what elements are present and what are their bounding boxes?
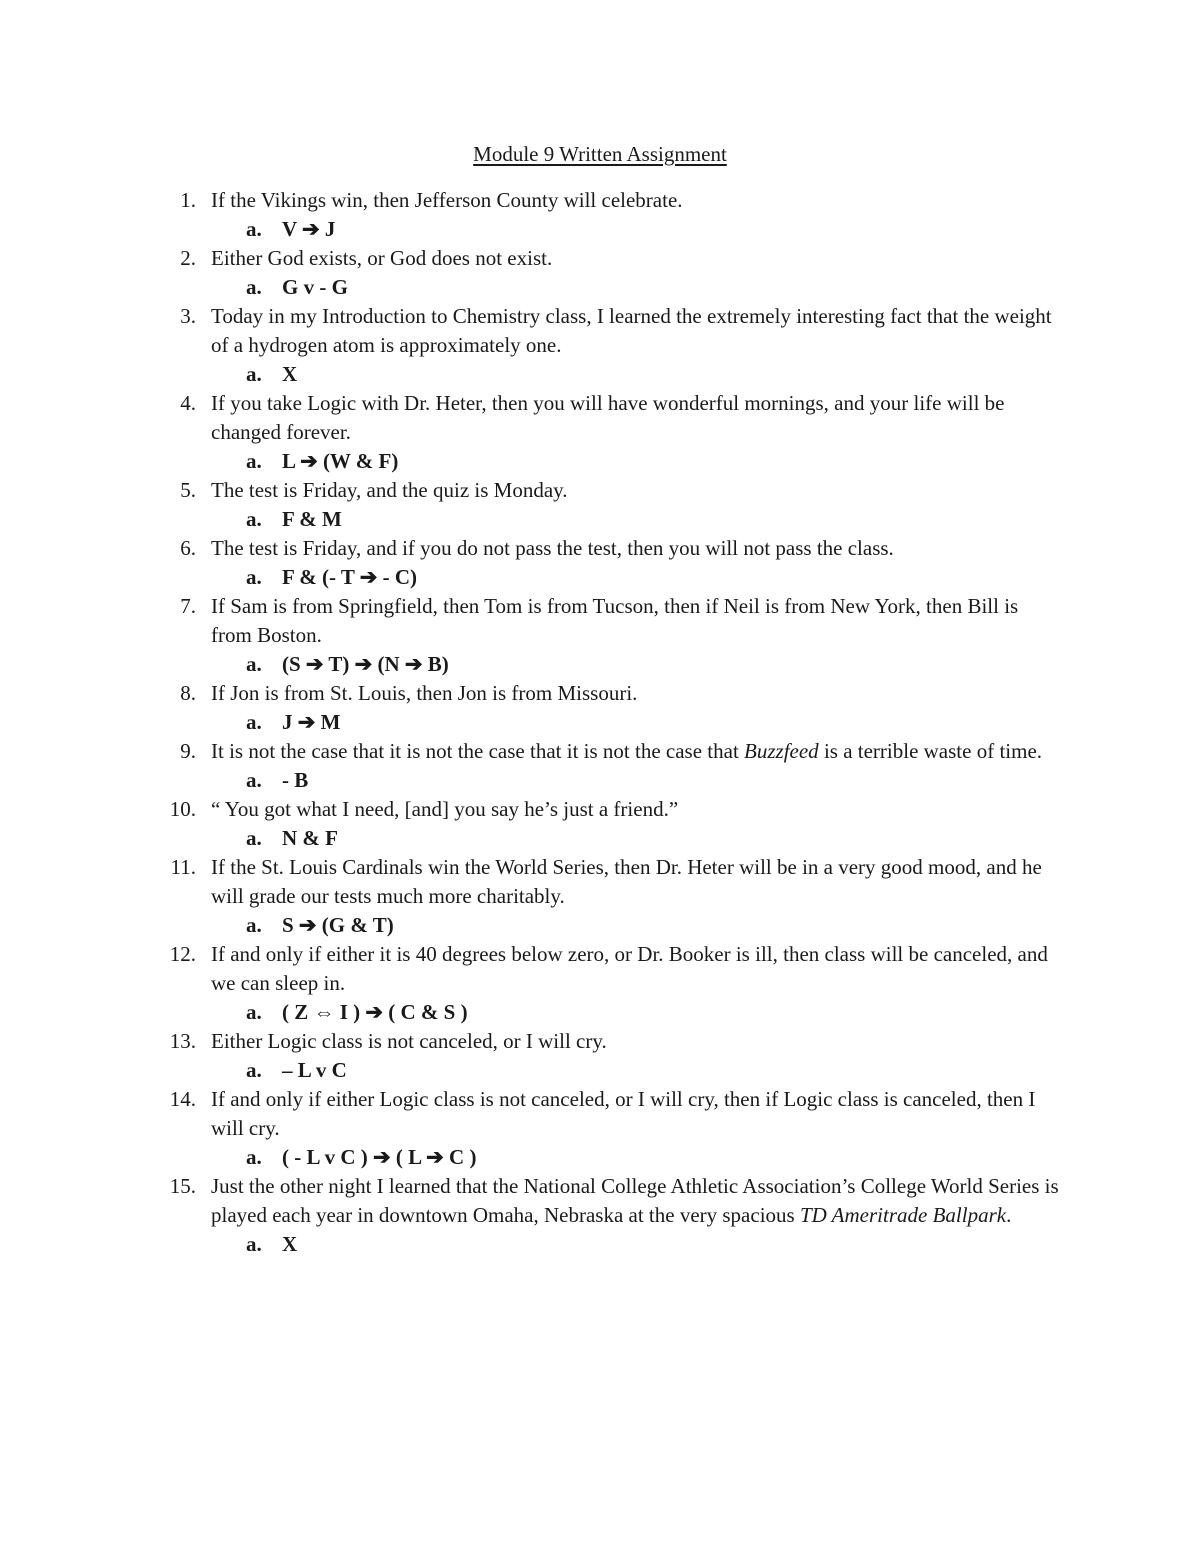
statement-text: It is not the case that it is not the case that it is not the case that [211,739,745,763]
item-statement [211,186,1061,215]
logic-formula: N & F [282,826,338,850]
sub-label: a. [246,1058,262,1082]
statement-text: If and only if either it is 40 degrees below zero, or Dr. Booker is ill, then class will be canceled, and we can sleep in. [211,942,1048,995]
item-statement [211,592,1061,650]
sub-answer [0,911,1200,940]
logic-formula: G v - G [282,275,348,299]
sub-answer [0,1230,1200,1259]
sub-label: a. [246,217,262,241]
logic-formula: ( - L v C ) ➔ ( L ➔ C ) [282,1145,477,1169]
list-item [0,1027,1200,1056]
statement-text: Either Logic class is not canceled, or I will cry. [211,1029,607,1053]
sub-answer [0,447,1200,476]
sub-label: a. [246,1232,262,1256]
sub-label: a. [246,913,262,937]
sub-answer [0,273,1200,302]
item-statement [211,1172,1061,1230]
item-number: 8. [180,681,196,705]
item-statement [211,389,1061,447]
logic-formula: J ➔ M [282,710,341,734]
list-item [0,737,1200,766]
sub-label: a. [246,768,262,792]
item-number: 12. [169,942,196,966]
list-item [0,592,1200,650]
statement-text-end: is a terrible waste of time. [818,739,1043,763]
sub-label: a. [246,507,262,531]
item-statement [211,534,1061,563]
statement-text: Just the other night I learned that the National College Athletic Association’s College World Series is played each year in downtown Omaha, Nebraska at the very spacious [211,1174,1059,1227]
logic-formula: ( Z ⇔ I ) ➔ ( C & S ) [282,1000,468,1024]
sub-answer [0,505,1200,534]
question-list [0,186,1200,1259]
sub-answer [0,563,1200,592]
sub-label: a. [246,565,262,589]
list-item [0,940,1200,998]
logic-formula: X [282,362,298,386]
sub-label: a. [246,275,262,299]
item-number: 14. [169,1087,196,1111]
sub-label: a. [246,449,262,473]
statement-text: If you take Logic with Dr. Heter, then you will have wonderful mornings, and your life will be changed forever. [211,391,1005,444]
item-statement [211,853,1061,911]
logic-formula: S ➔ (G & T) [282,913,394,937]
statement-text: Either God exists, or God does not exist. [211,246,553,270]
statement-italic-title: Buzzfeed [744,739,819,763]
item-statement [211,244,1061,273]
item-statement [211,1027,1061,1056]
statement-text: If the St. Louis Cardinals win the World Series, then Dr. Heter will be in a very good mood, and he will grade our tests much more charitably. [211,855,1042,908]
list-item [0,186,1200,215]
item-statement [211,1085,1061,1143]
item-statement [211,476,1061,505]
statement-italic-title: TD Ameritrade Ballpark [799,1203,1007,1227]
logic-formula: L ➔ (W & F) [282,449,399,473]
item-number: 4. [180,391,196,415]
item-statement [211,940,1061,998]
item-number: 1. [180,188,196,212]
item-number: 11. [170,855,196,879]
statement-text: The test is Friday, and the quiz is Monday. [211,478,568,502]
document-title: Module 9 Written Assignment [473,142,727,166]
item-statement [211,679,1061,708]
list-item [0,795,1200,824]
sub-label: a. [246,1145,262,1169]
list-item [0,1172,1200,1230]
sub-label: a. [246,826,262,850]
item-statement [211,737,1061,766]
statement-text: Today in my Introduction to Chemistry class, I learned the extremely interesting fact that the weight of a hydrogen atom is approximately one. [211,304,1052,357]
list-item [0,476,1200,505]
list-item [0,302,1200,360]
sub-answer [0,766,1200,795]
logic-formula: - B [282,768,309,792]
item-number: 5. [180,478,196,502]
item-number: 10. [169,797,196,821]
logic-formula: F & M [282,507,342,531]
logic-formula: F & (- T ➔ - C) [282,565,418,589]
item-number: 2. [180,246,196,270]
sub-answer [0,708,1200,737]
list-item [0,534,1200,563]
statement-text: If Sam is from Springfield, then Tom is from Tucson, then if Neil is from New York, then Bill is from Boston. [211,594,1019,647]
logic-formula: V ➔ J [282,217,336,241]
item-number: 6. [180,536,196,560]
statement-text: If Jon is from St. Louis, then Jon is from Missouri. [211,681,638,705]
statement-text-end: . [1006,1203,1012,1227]
sub-answer [0,824,1200,853]
list-item [0,679,1200,708]
item-statement [211,302,1061,360]
statement-text: The test is Friday, and if you do not pass the test, then you will not pass the class. [211,536,894,560]
logic-formula: – L v C [282,1058,347,1082]
sub-answer [0,360,1200,389]
sub-answer [0,998,1200,1027]
sub-label: a. [246,652,262,676]
item-number: 3. [180,304,196,328]
list-item [0,853,1200,911]
item-number: 15. [169,1174,196,1198]
sub-answer [0,1143,1200,1172]
statement-text: If and only if either Logic class is not canceled, or I will cry, then if Logic class is canceled, then I will cry. [211,1087,1036,1140]
item-number: 7. [180,594,196,618]
sub-answer [0,650,1200,679]
item-number: 13. [169,1029,196,1053]
list-item [0,389,1200,447]
item-number: 9. [180,739,196,763]
logic-formula: X [282,1232,298,1256]
item-statement [211,795,1061,824]
logic-formula: (S ➔ T) ➔ (N ➔ B) [282,652,449,676]
sub-answer [0,1056,1200,1085]
sub-label: a. [246,1000,262,1024]
list-item [0,1085,1200,1143]
statement-text: If the Vikings win, then Jefferson County will celebrate. [211,188,683,212]
sub-label: a. [246,710,262,734]
list-item [0,244,1200,273]
sub-answer [0,215,1200,244]
statement-text: “ You got what I need, [and] you say he’s just a friend.” [211,797,679,821]
sub-label: a. [246,362,262,386]
